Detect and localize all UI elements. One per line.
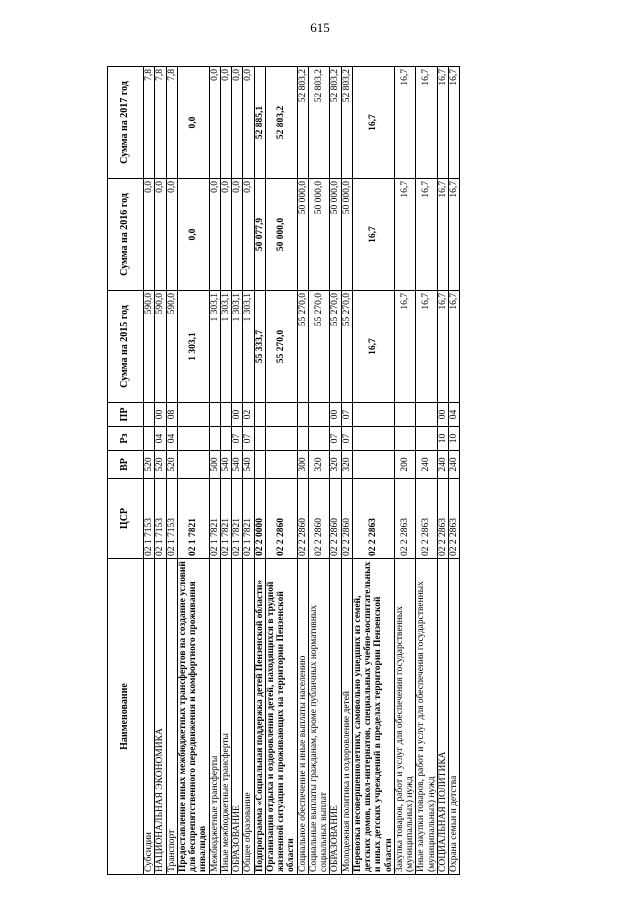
table-row <box>254 67 265 875</box>
cell-sum-2015: 1 303,1 <box>209 291 220 403</box>
cell-sum-2015: 590,0 <box>155 291 166 403</box>
cell-sum-2016: 16,7 <box>437 179 448 291</box>
cell-csr: 02 2 2863 <box>437 479 448 559</box>
table-row <box>209 67 220 875</box>
cell-csr: 02 2 2860 <box>308 479 330 559</box>
cell-vr: 320 <box>330 451 341 479</box>
cell-pr <box>352 403 394 427</box>
cell-csr: 02 2 2860 <box>297 479 308 559</box>
cell-sum-2015: 55 270,0 <box>308 291 330 403</box>
cell-sum-2015: 590,0 <box>144 291 155 403</box>
cell-sum-2017: 0,0 <box>177 67 209 179</box>
cell-sum-2017: 52 803,2 <box>265 67 297 179</box>
cell-name: Общее образование <box>243 559 254 875</box>
table-row <box>308 67 330 875</box>
cell-name: Иные закупки товаров, работ и услуг для обеспечения государственных (муниципальных) нужд <box>416 559 438 875</box>
table-row <box>155 67 166 875</box>
cell-name: Молодежная политика и оздоровление детей <box>341 559 352 875</box>
cell-sum-2015: 590,0 <box>166 291 177 403</box>
cell-sum-2016: 50 000,0 <box>308 179 330 291</box>
cell-pr <box>308 403 330 427</box>
cell-csr: 02 2 2863 <box>416 479 438 559</box>
cell-name: Межбюджетные трансферты <box>209 559 220 875</box>
cell-csr: 02 1 7821 <box>177 479 209 559</box>
cell-csr: 02 2 2860 <box>341 479 352 559</box>
header-rz: Рз <box>108 427 144 451</box>
table-row <box>265 67 297 875</box>
cell-rz <box>265 427 297 451</box>
cell-vr: 300 <box>297 451 308 479</box>
cell-sum-2017: 0,0 <box>232 67 243 179</box>
cell-sum-2015: 16,7 <box>416 291 438 403</box>
cell-sum-2017: 0,0 <box>243 67 254 179</box>
cell-name: Транспорт <box>166 559 177 875</box>
cell-pr <box>209 403 220 427</box>
cell-sum-2015: 16,7 <box>352 291 394 403</box>
table-row <box>243 67 254 875</box>
cell-sum-2015: 16,7 <box>394 291 416 403</box>
cell-pr <box>177 403 209 427</box>
cell-sum-2016: 50 000,0 <box>297 179 308 291</box>
cell-sum-2017: 7,8 <box>155 67 166 179</box>
cell-sum-2017: 16,7 <box>352 67 394 179</box>
cell-rz <box>209 427 220 451</box>
cell-rz: 10 <box>449 427 460 451</box>
cell-csr: 02 1 7821 <box>220 479 231 559</box>
cell-sum-2017: 7,8 <box>144 67 155 179</box>
cell-sum-2017: 52 885,1 <box>254 67 265 179</box>
cell-name: Охрана семьи и детства <box>449 559 460 875</box>
table-row <box>330 67 341 875</box>
cell-rz <box>308 427 330 451</box>
cell-pr <box>265 403 297 427</box>
header-sum-2015: Сумма на 2015 год <box>108 291 144 403</box>
cell-pr: 02 <box>243 403 254 427</box>
cell-sum-2017: 52 803,2 <box>341 67 352 179</box>
cell-vr: 520 <box>144 451 155 479</box>
table-row <box>437 67 448 875</box>
cell-sum-2016: 0,0 <box>166 179 177 291</box>
cell-csr: 02 2 0000 <box>254 479 265 559</box>
header-row <box>108 67 144 875</box>
cell-rz: 10 <box>437 427 448 451</box>
header-sum-2016: Сумма на 2016 год <box>108 179 144 291</box>
cell-vr: 320 <box>308 451 330 479</box>
cell-pr <box>297 403 308 427</box>
cell-sum-2016: 0,0 <box>177 179 209 291</box>
cell-name: Организация отдыха и оздоровления детей, находящихся в трудной жизненной ситуации и проживающих на территории Пензенской области <box>265 559 297 875</box>
cell-sum-2015: 55 270,0 <box>330 291 341 403</box>
cell-vr: 540 <box>243 451 254 479</box>
cell-sum-2015: 1 303,1 <box>243 291 254 403</box>
cell-vr: 240 <box>416 451 438 479</box>
cell-vr: 240 <box>437 451 448 479</box>
cell-sum-2016: 16,7 <box>416 179 438 291</box>
cell-sum-2015: 55 270,0 <box>341 291 352 403</box>
cell-sum-2015: 16,7 <box>449 291 460 403</box>
cell-sum-2015: 1 303,1 <box>177 291 209 403</box>
cell-rz: 07 <box>232 427 243 451</box>
cell-sum-2015: 1 303,1 <box>220 291 231 403</box>
cell-pr <box>144 403 155 427</box>
cell-csr: 02 2 2860 <box>265 479 297 559</box>
cell-sum-2016: 16,7 <box>449 179 460 291</box>
cell-sum-2015: 55 333,7 <box>254 291 265 403</box>
table-row <box>144 67 155 875</box>
cell-pr: 00 <box>232 403 243 427</box>
cell-vr: 540 <box>232 451 243 479</box>
cell-sum-2017: 52 803,2 <box>308 67 330 179</box>
cell-sum-2015: 55 270,0 <box>265 291 297 403</box>
cell-sum-2016: 50 000,0 <box>341 179 352 291</box>
cell-pr: 07 <box>341 403 352 427</box>
cell-name: Закупка товаров, работ и услуг для обеспечения государственных (муниципальных) нужд <box>394 559 416 875</box>
cell-sum-2016: 50 000,0 <box>265 179 297 291</box>
cell-csr: 02 2 2860 <box>330 479 341 559</box>
cell-vr: 540 <box>220 451 231 479</box>
header-csr: ЦСР <box>108 479 144 559</box>
cell-name: ОБРАЗОВАНИЕ <box>232 559 243 875</box>
header-pr: ПР <box>108 403 144 427</box>
cell-rz: 07 <box>330 427 341 451</box>
cell-name: Перевозка несовершеннолетних, самовольно ушедших из семей, детских домов, школ-интернатов, специальных учебно-воспитательных и иных детских учреждений в пределах территории Пензенской области <box>352 559 394 875</box>
cell-vr: 240 <box>449 451 460 479</box>
cell-sum-2016: 0,0 <box>220 179 231 291</box>
cell-name: Социальное обеспечение и иные выплаты населению <box>297 559 308 875</box>
cell-sum-2017: 16,7 <box>449 67 460 179</box>
cell-rz <box>220 427 231 451</box>
cell-rz: 07 <box>243 427 254 451</box>
cell-rz <box>416 427 438 451</box>
cell-sum-2016: 50 000,0 <box>330 179 341 291</box>
table-row <box>177 67 209 875</box>
cell-sum-2015: 16,7 <box>437 291 448 403</box>
cell-pr <box>220 403 231 427</box>
cell-rz <box>144 427 155 451</box>
cell-vr: 520 <box>166 451 177 479</box>
cell-sum-2017: 16,7 <box>416 67 438 179</box>
page-number: 615 <box>310 20 330 35</box>
cell-csr: 02 1 7821 <box>232 479 243 559</box>
cell-rz <box>394 427 416 451</box>
cell-sum-2015: 1 303,1 <box>232 291 243 403</box>
cell-name: Субсидии <box>144 559 155 875</box>
cell-name: НАЦИОНАЛЬНАЯ ЭКОНОМИКА <box>155 559 166 875</box>
cell-sum-2016: 16,7 <box>352 179 394 291</box>
cell-pr: 00 <box>437 403 448 427</box>
cell-csr: 02 2 2863 <box>449 479 460 559</box>
cell-name: Социальные выплаты гражданам, кроме публичных нормативных социальных выплат <box>308 559 330 875</box>
cell-pr: 00 <box>155 403 166 427</box>
cell-sum-2016: 0,0 <box>243 179 254 291</box>
cell-sum-2016: 16,7 <box>394 179 416 291</box>
cell-pr <box>416 403 438 427</box>
cell-csr: 02 2 2863 <box>394 479 416 559</box>
table-row <box>449 67 460 875</box>
cell-sum-2017: 52 803,2 <box>330 67 341 179</box>
cell-name: СОЦИАЛЬНАЯ ПОЛИТИКА <box>437 559 448 875</box>
cell-vr: 500 <box>209 451 220 479</box>
cell-sum-2015: 55 270,0 <box>297 291 308 403</box>
cell-pr <box>394 403 416 427</box>
cell-rz <box>254 427 265 451</box>
cell-vr <box>177 451 209 479</box>
header-name: Наименование <box>108 559 144 875</box>
table-row <box>220 67 231 875</box>
budget-table <box>107 66 460 875</box>
cell-pr: 00 <box>330 403 341 427</box>
table-row <box>352 67 394 875</box>
cell-sum-2017: 0,0 <box>209 67 220 179</box>
table-row <box>232 67 243 875</box>
cell-sum-2016: 0,0 <box>232 179 243 291</box>
cell-pr: 04 <box>449 403 460 427</box>
cell-rz <box>297 427 308 451</box>
cell-rz: 07 <box>341 427 352 451</box>
cell-rz <box>352 427 394 451</box>
cell-csr: 02 1 7153 <box>144 479 155 559</box>
cell-vr <box>352 451 394 479</box>
cell-rz <box>177 427 209 451</box>
cell-rz: 04 <box>155 427 166 451</box>
cell-csr: 02 1 7821 <box>243 479 254 559</box>
cell-name: Предоставление иных межбюджетных трансфертов на создание условий для беспрепятственного передвижения и комфортного проживания инвалидов <box>177 559 209 875</box>
table-body <box>144 67 460 875</box>
rotated-table-wrapper <box>107 67 459 875</box>
cell-csr: 02 1 7821 <box>209 479 220 559</box>
cell-vr <box>265 451 297 479</box>
header-vr: ВР <box>108 451 144 479</box>
cell-rz: 04 <box>166 427 177 451</box>
cell-sum-2016: 0,0 <box>209 179 220 291</box>
cell-name: Подпрограмма «Социальная поддержка детей Пензенской области» <box>254 559 265 875</box>
table-row <box>341 67 352 875</box>
cell-sum-2017: 16,7 <box>437 67 448 179</box>
cell-sum-2017: 52 803,2 <box>297 67 308 179</box>
cell-sum-2017: 16,7 <box>394 67 416 179</box>
cell-name: Иные межбюджетные трансферты <box>220 559 231 875</box>
cell-vr: 200 <box>394 451 416 479</box>
cell-csr: 02 1 7153 <box>155 479 166 559</box>
cell-vr <box>254 451 265 479</box>
cell-sum-2017: 0,0 <box>220 67 231 179</box>
cell-sum-2016: 0,0 <box>155 179 166 291</box>
cell-csr: 02 1 7153 <box>166 479 177 559</box>
table-row <box>416 67 438 875</box>
cell-sum-2017: 7,8 <box>166 67 177 179</box>
cell-vr: 320 <box>341 451 352 479</box>
header-sum-2017: Сумма на 2017 год <box>108 67 144 179</box>
cell-pr <box>254 403 265 427</box>
cell-pr: 08 <box>166 403 177 427</box>
table-row <box>166 67 177 875</box>
table-row <box>297 67 308 875</box>
cell-csr: 02 2 2863 <box>352 479 394 559</box>
cell-name: ОБРАЗОВАНИЕ <box>330 559 341 875</box>
cell-sum-2016: 0,0 <box>144 179 155 291</box>
table-row <box>394 67 416 875</box>
cell-sum-2016: 50 077,9 <box>254 179 265 291</box>
cell-vr: 520 <box>155 451 166 479</box>
